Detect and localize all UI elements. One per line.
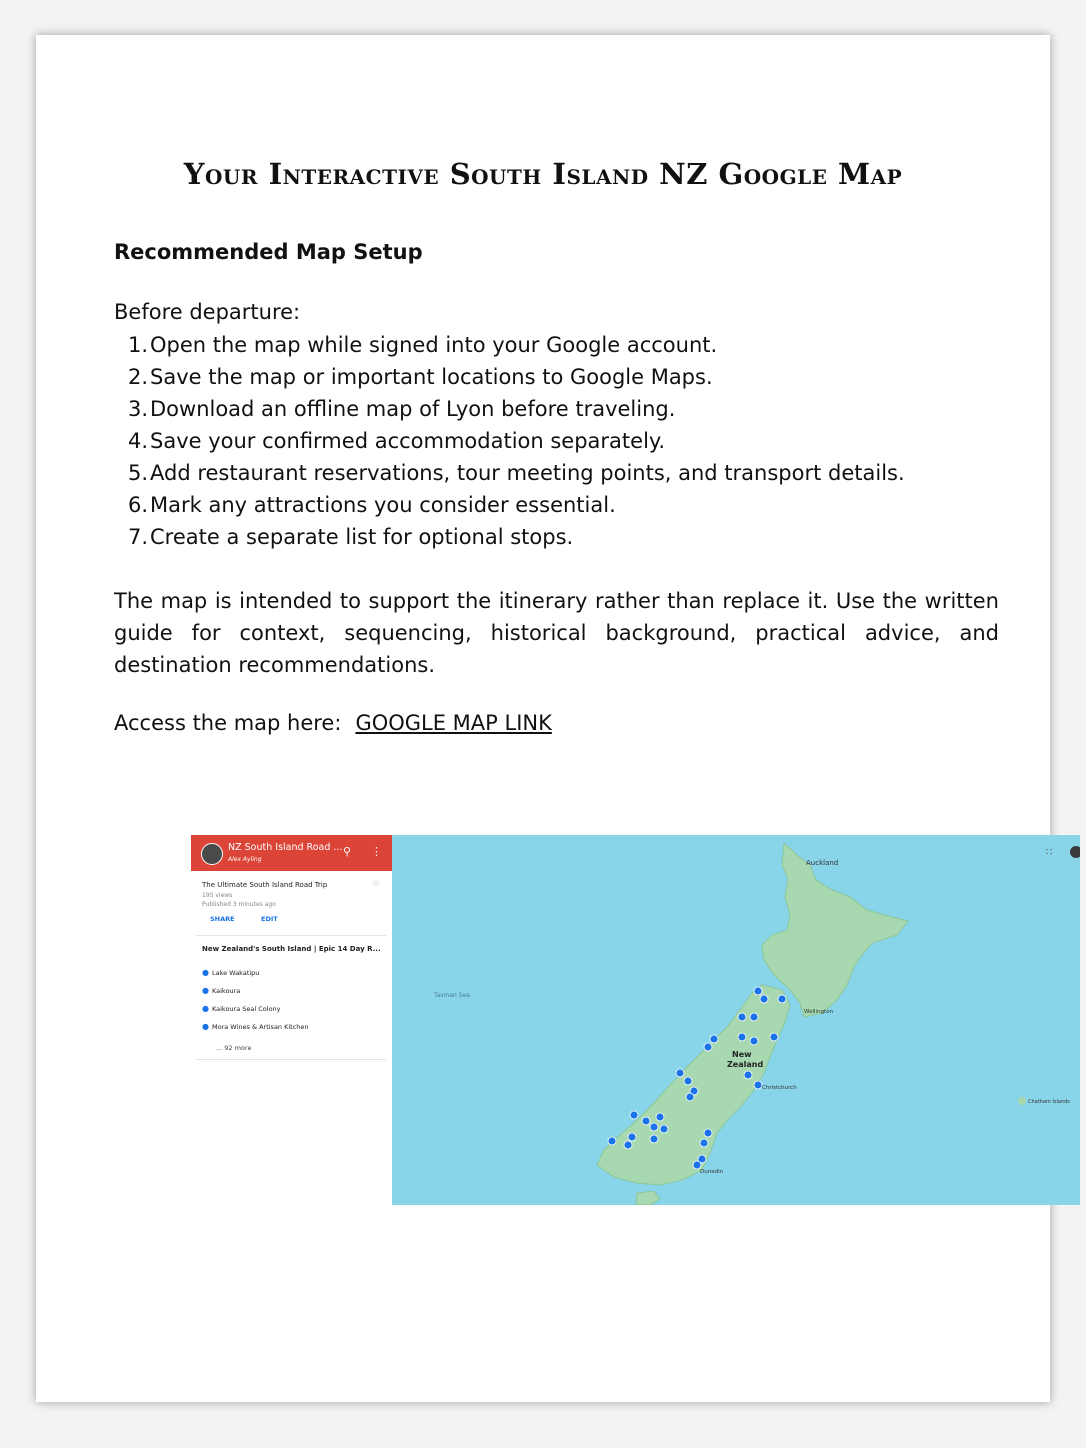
list-item [114, 489, 905, 521]
map-layer [196, 939, 386, 1060]
list-item [114, 361, 905, 393]
more-vert-icon[interactable]: ⋮ [371, 845, 382, 858]
place-name: Kaikoura [211, 987, 241, 995]
map-pin-icon[interactable] [624, 1141, 632, 1149]
setup-heading: Recommended Map Setup [114, 240, 423, 264]
list-item[interactable] [202, 1022, 309, 1031]
panel-header [191, 835, 392, 871]
step-text: Open the map while signed into your Google account. [150, 333, 718, 357]
document-page [36, 35, 1070, 1402]
label-country-2: Zealand [727, 1060, 764, 1069]
page-title: Your Interactive South Island NZ Google Map [183, 157, 903, 191]
place-name: Mora Wines & Artisan Kitchen [211, 1023, 309, 1031]
step-number: 5. [127, 461, 148, 485]
step-text: Create a separate list for optional stops. [150, 525, 574, 549]
label-wellington: Wellington [804, 1009, 834, 1015]
step-number: 2. [127, 365, 148, 389]
panel-author: Alex Ayling [228, 856, 262, 863]
access-label: Access the map here: [114, 711, 342, 735]
step-text: Mark any attractions you consider essential. [150, 493, 616, 517]
nz-map [392, 835, 1080, 1205]
map-pin-icon: ● [202, 986, 209, 995]
map-pin-icon: ● [202, 1022, 209, 1031]
step-number: 4. [127, 429, 148, 453]
list-item [114, 393, 905, 425]
place-name: Kaikoura Seal Colony [211, 1005, 281, 1013]
before-departure-label: Before departure: [114, 300, 301, 324]
apps-grid-icon[interactable]: ∷ [1046, 847, 1053, 858]
map-pin-icon[interactable] [650, 1135, 658, 1143]
map-pin-icon[interactable] [660, 1125, 668, 1133]
map-pin-icon[interactable] [704, 1043, 712, 1051]
access-line [114, 711, 552, 735]
map-pin-icon[interactable] [650, 1123, 658, 1131]
map-info-card [196, 875, 386, 936]
intro-paragraph: The map is intended to support the itinerary rather than replace it. Use the written guide for context, sequencing, historical background, practical advice, and destination recommendations. [114, 589, 999, 677]
map-title: The Ultimate South Island Road Trip [202, 881, 328, 889]
place-name: Lake Wakatipu [211, 969, 260, 977]
map-pin-icon[interactable] [754, 987, 762, 995]
map-pin-icon: ● [202, 968, 209, 977]
step-number: 7. [127, 525, 148, 549]
map-pin-icon[interactable] [710, 1035, 718, 1043]
label-dunedin: Dunedin [700, 1169, 724, 1175]
map-pin-icon[interactable] [744, 1071, 752, 1079]
map-pin-icon[interactable] [608, 1137, 616, 1145]
map-side-panel [191, 835, 392, 1205]
map-pin-icon[interactable] [738, 1033, 746, 1041]
user-avatar[interactable] [1070, 846, 1080, 858]
star-icon[interactable]: ☆ [371, 879, 380, 889]
list-item [114, 425, 905, 457]
list-item[interactable] [202, 1004, 281, 1013]
google-map-link[interactable]: GOOGLE MAP LINK [355, 711, 552, 735]
list-item [114, 329, 905, 361]
list-item[interactable] [202, 968, 259, 977]
map-pin-icon[interactable] [642, 1117, 650, 1125]
step-text: Save the map or important locations to Google Maps. [150, 365, 713, 389]
step-text: Save your confirmed accommodation separately. [150, 429, 666, 453]
published-time: Published 3 minutes ago [202, 901, 276, 908]
step-text: Download an offline map of Lyon before traveling. [150, 397, 676, 421]
panel-title: NZ South Island Road ... [228, 842, 343, 853]
list-item [114, 521, 905, 553]
map-screenshot [191, 835, 1080, 1205]
map-pin-icon[interactable] [676, 1069, 684, 1077]
map-pin-icon[interactable] [700, 1139, 708, 1147]
edit-button[interactable]: EDIT [261, 915, 278, 923]
map-pin-icon[interactable] [754, 1081, 762, 1089]
map-pin-icon[interactable] [684, 1077, 692, 1085]
map-pin-icon[interactable] [628, 1133, 636, 1141]
label-country: New [732, 1050, 752, 1059]
list-item [114, 457, 905, 489]
map-pin-icon[interactable] [750, 1013, 758, 1021]
map-pin-icon: ● [202, 1004, 209, 1013]
chatham-island-shape [1018, 1097, 1026, 1105]
view-count: 195 views [202, 892, 233, 899]
map-pin-icon[interactable] [656, 1113, 664, 1121]
label-chatham: Chatham Islands [1028, 1099, 1070, 1105]
list-item[interactable] [202, 986, 240, 995]
north-island-shape [762, 843, 908, 1017]
more-places-link[interactable]: ... 92 more [216, 1044, 252, 1052]
map-canvas[interactable] [392, 835, 1080, 1205]
layer-title[interactable]: New Zealand's South Island | Epic 14 Day R... [202, 945, 381, 953]
map-pin-icon[interactable] [704, 1129, 712, 1137]
map-pin-icon[interactable] [630, 1111, 638, 1119]
map-pin-icon[interactable] [750, 1037, 758, 1045]
label-auckland: Auckland [806, 859, 839, 867]
avatar[interactable] [201, 843, 223, 865]
share-button[interactable]: SHARE [210, 915, 235, 923]
step-number: 1. [127, 333, 148, 357]
map-pin-icon[interactable] [778, 995, 786, 1003]
map-pin-icon[interactable] [686, 1093, 694, 1101]
stewart-island-shape [636, 1191, 660, 1205]
steps-list [114, 329, 905, 553]
map-pin-icon[interactable] [760, 995, 768, 1003]
search-icon[interactable]: ⚲ [343, 845, 352, 858]
label-sea: Tasman Sea [434, 992, 470, 999]
map-pin-icon[interactable] [738, 1013, 746, 1021]
step-number: 3. [127, 397, 148, 421]
label-christchurch: Christchurch [762, 1085, 797, 1091]
step-number: 6. [127, 493, 148, 517]
step-text: Add restaurant reservations, tour meeting points, and transport details. [150, 461, 905, 485]
map-pin-icon[interactable] [770, 1033, 778, 1041]
map-pin-icon[interactable] [693, 1161, 701, 1169]
